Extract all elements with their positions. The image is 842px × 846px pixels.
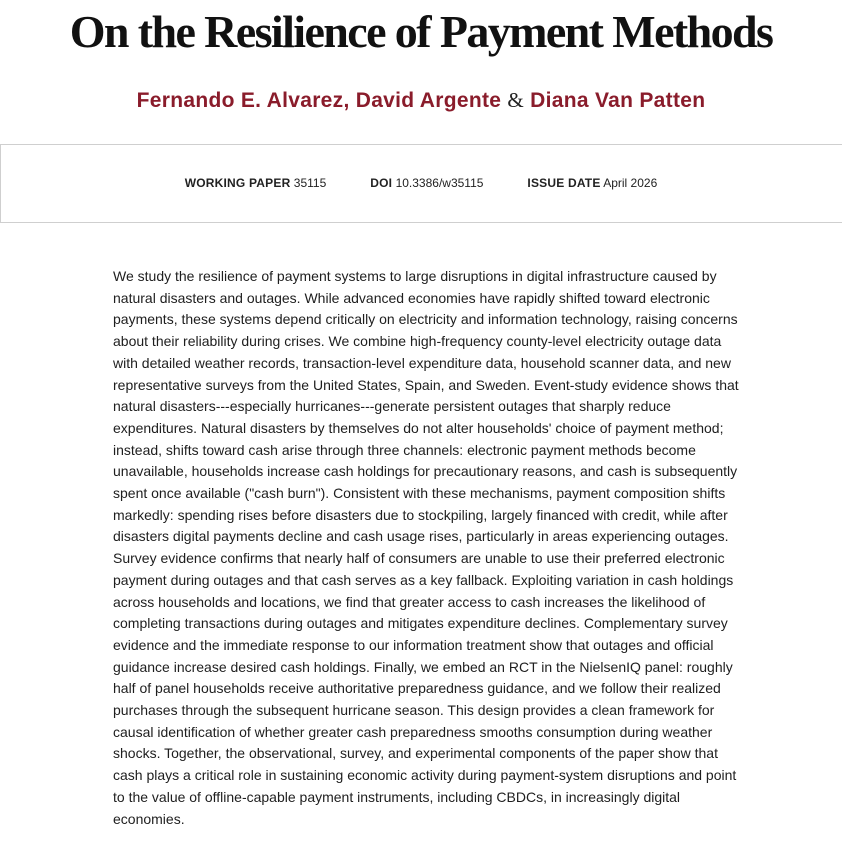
working-paper-label: WORKING PAPER bbox=[184, 176, 291, 190]
paper-metadata bbox=[0, 175, 842, 191]
author-conjunction: & bbox=[507, 88, 525, 112]
author-list bbox=[0, 86, 842, 115]
author-link-argente[interactable]: David Argente bbox=[355, 89, 502, 112]
issue-date bbox=[527, 175, 657, 191]
divider-top bbox=[0, 144, 842, 145]
divider-bottom bbox=[0, 222, 842, 223]
doi-value: 10.3386/w35115 bbox=[395, 176, 484, 190]
issue-date-label: ISSUE DATE bbox=[527, 176, 601, 190]
paper-title: On the Resilience of Payment Methods bbox=[69, 6, 773, 57]
working-paper-value: 35115 bbox=[293, 176, 327, 190]
author-link-van-patten[interactable]: Diana Van Patten bbox=[530, 89, 706, 112]
doi bbox=[370, 175, 483, 191]
author-link-alvarez[interactable]: Fernando E. Alvarez bbox=[136, 89, 344, 112]
author-separator: , bbox=[343, 89, 350, 112]
abstract-text: We study the resilience of payment systems to large disruptions in digital infrastructure caused by natural disasters and outages. While advanced economies have rapidly shifted toward electronic payments, these systems depend critically on electricity and information technology, raising concerns about their reliability during crises. We combine high-frequency county-level electricity outage data with detailed weather records, transaction-level expenditure data, household scanner data, and new representative surveys from the United States, Spain, and Sweden. Event-study evidence shows that natural disasters---especially hurricanes---generate persistent outages that sharply reduce expenditures. Natural disasters by themselves do not alter households' choice of payment method; instead, shifts toward cash arise through three channels: electronic payment methods become unavailable, households increase cash holdings for precautionary reasons, and cash is subsequently spent once available ("cash burn"). Consistent with these mechanisms, payment composition shifts markedly: spending rises before disasters due to stockpiling, largely financed with credit, while after disasters digital payments decline and cash usage rises, particularly in areas experiencing outages. Survey evidence confirms that nearly half of consumers are unable to use their preferred electronic payment during outages and that cash serves as a key fallback. Exploiting variation in cash holdings across households and locations, we find that greater access to cash increases the likelihood of completing transactions during outages and mitigates expenditure declines. Complementary survey evidence and the immediate response to our information treatment show that outages and official guidance increase desired cash holdings. Finally, we embed an RCT in the NielsenIQ panel: roughly half of panel households receive authoritative preparedness guidance, and we follow their realized purchases through the subsequent hurricane season. This design provides a clean framework for causal identification of whether greater cash preparedness smooths consumption during weather shocks. Together, the observational, survey, and experimental components of the paper show that cash plays a critical role in sustaining economic activity during payment-system disruptions and point to the value of offline-capable payment instruments, including CBDCs, in increasingly digital economies. bbox=[113, 268, 739, 827]
working-paper-number bbox=[185, 175, 327, 191]
issue-date-value: April 2026 bbox=[603, 176, 658, 190]
doi-label: DOI bbox=[370, 176, 393, 190]
